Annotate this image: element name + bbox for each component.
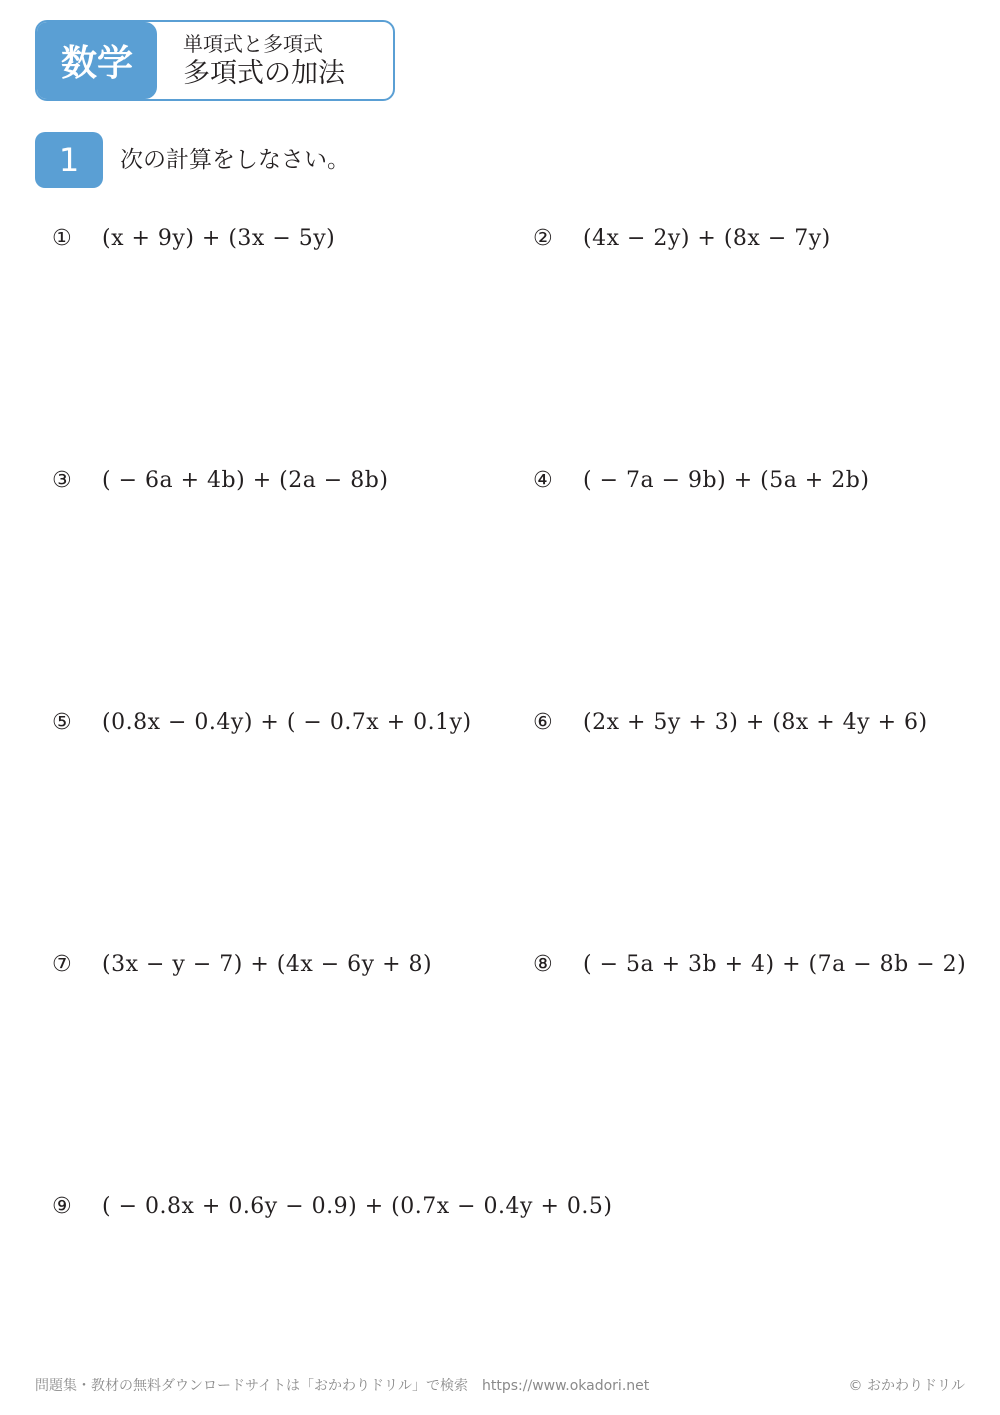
question-number: ② — [533, 225, 553, 251]
problem-number-badge: 1 — [35, 132, 103, 188]
question-expression: (2x + 5y + 3) + (8x + 4y + 6) — [583, 709, 928, 735]
question-number: ⑤ — [52, 709, 72, 735]
subject-badge: 数学 — [37, 22, 157, 99]
question-9 — [52, 1186, 612, 1226]
question-expression: (4x − 2y) + (8x − 7y) — [583, 225, 831, 251]
question-7 — [52, 944, 432, 984]
question-expression: (x + 9y) + (3x − 5y) — [102, 225, 336, 251]
question-8 — [533, 944, 966, 984]
question-number: ⑦ — [52, 951, 72, 977]
question-expression: ( − 0.8x + 0.6y − 0.9) + (0.7x − 0.4y + 0.5) — [102, 1193, 613, 1219]
question-number: ③ — [52, 467, 72, 493]
footer-copyright: © おかわりドリル — [848, 1378, 965, 1394]
worksheet-header — [35, 20, 395, 101]
question-number: ⑥ — [533, 709, 553, 735]
question-3 — [52, 460, 388, 500]
question-number: ⑧ — [533, 951, 553, 977]
question-expression: ( − 5a + 3b + 4) + (7a − 8b − 2) — [583, 951, 967, 977]
question-1 — [52, 218, 335, 258]
question-expression: (0.8x − 0.4y) + ( − 0.7x + 0.1y) — [102, 709, 472, 735]
question-expression: ( − 7a − 9b) + (5a + 2b) — [583, 467, 870, 493]
question-number: ① — [52, 225, 72, 251]
question-2 — [533, 218, 831, 258]
question-6 — [533, 702, 928, 742]
problem-instruction: 次の計算をしなさい。 — [120, 147, 350, 173]
question-expression: (3x − y − 7) + (4x − 6y + 8) — [102, 951, 433, 977]
question-expression: ( − 6a + 4b) + (2a − 8b) — [102, 467, 389, 493]
footer-site-note: 問題集・教材の無料ダウンロードサイトは「おかわりドリル」で検索 https://www.okadori.net — [35, 1378, 650, 1394]
header-titles — [157, 22, 393, 99]
lesson-title: 多項式の加法 — [183, 57, 345, 89]
unit-title: 単項式と多項式 — [183, 31, 323, 56]
question-number: ⑨ — [52, 1193, 72, 1219]
question-number: ④ — [533, 467, 553, 493]
question-4 — [533, 460, 869, 500]
question-5 — [52, 702, 472, 742]
